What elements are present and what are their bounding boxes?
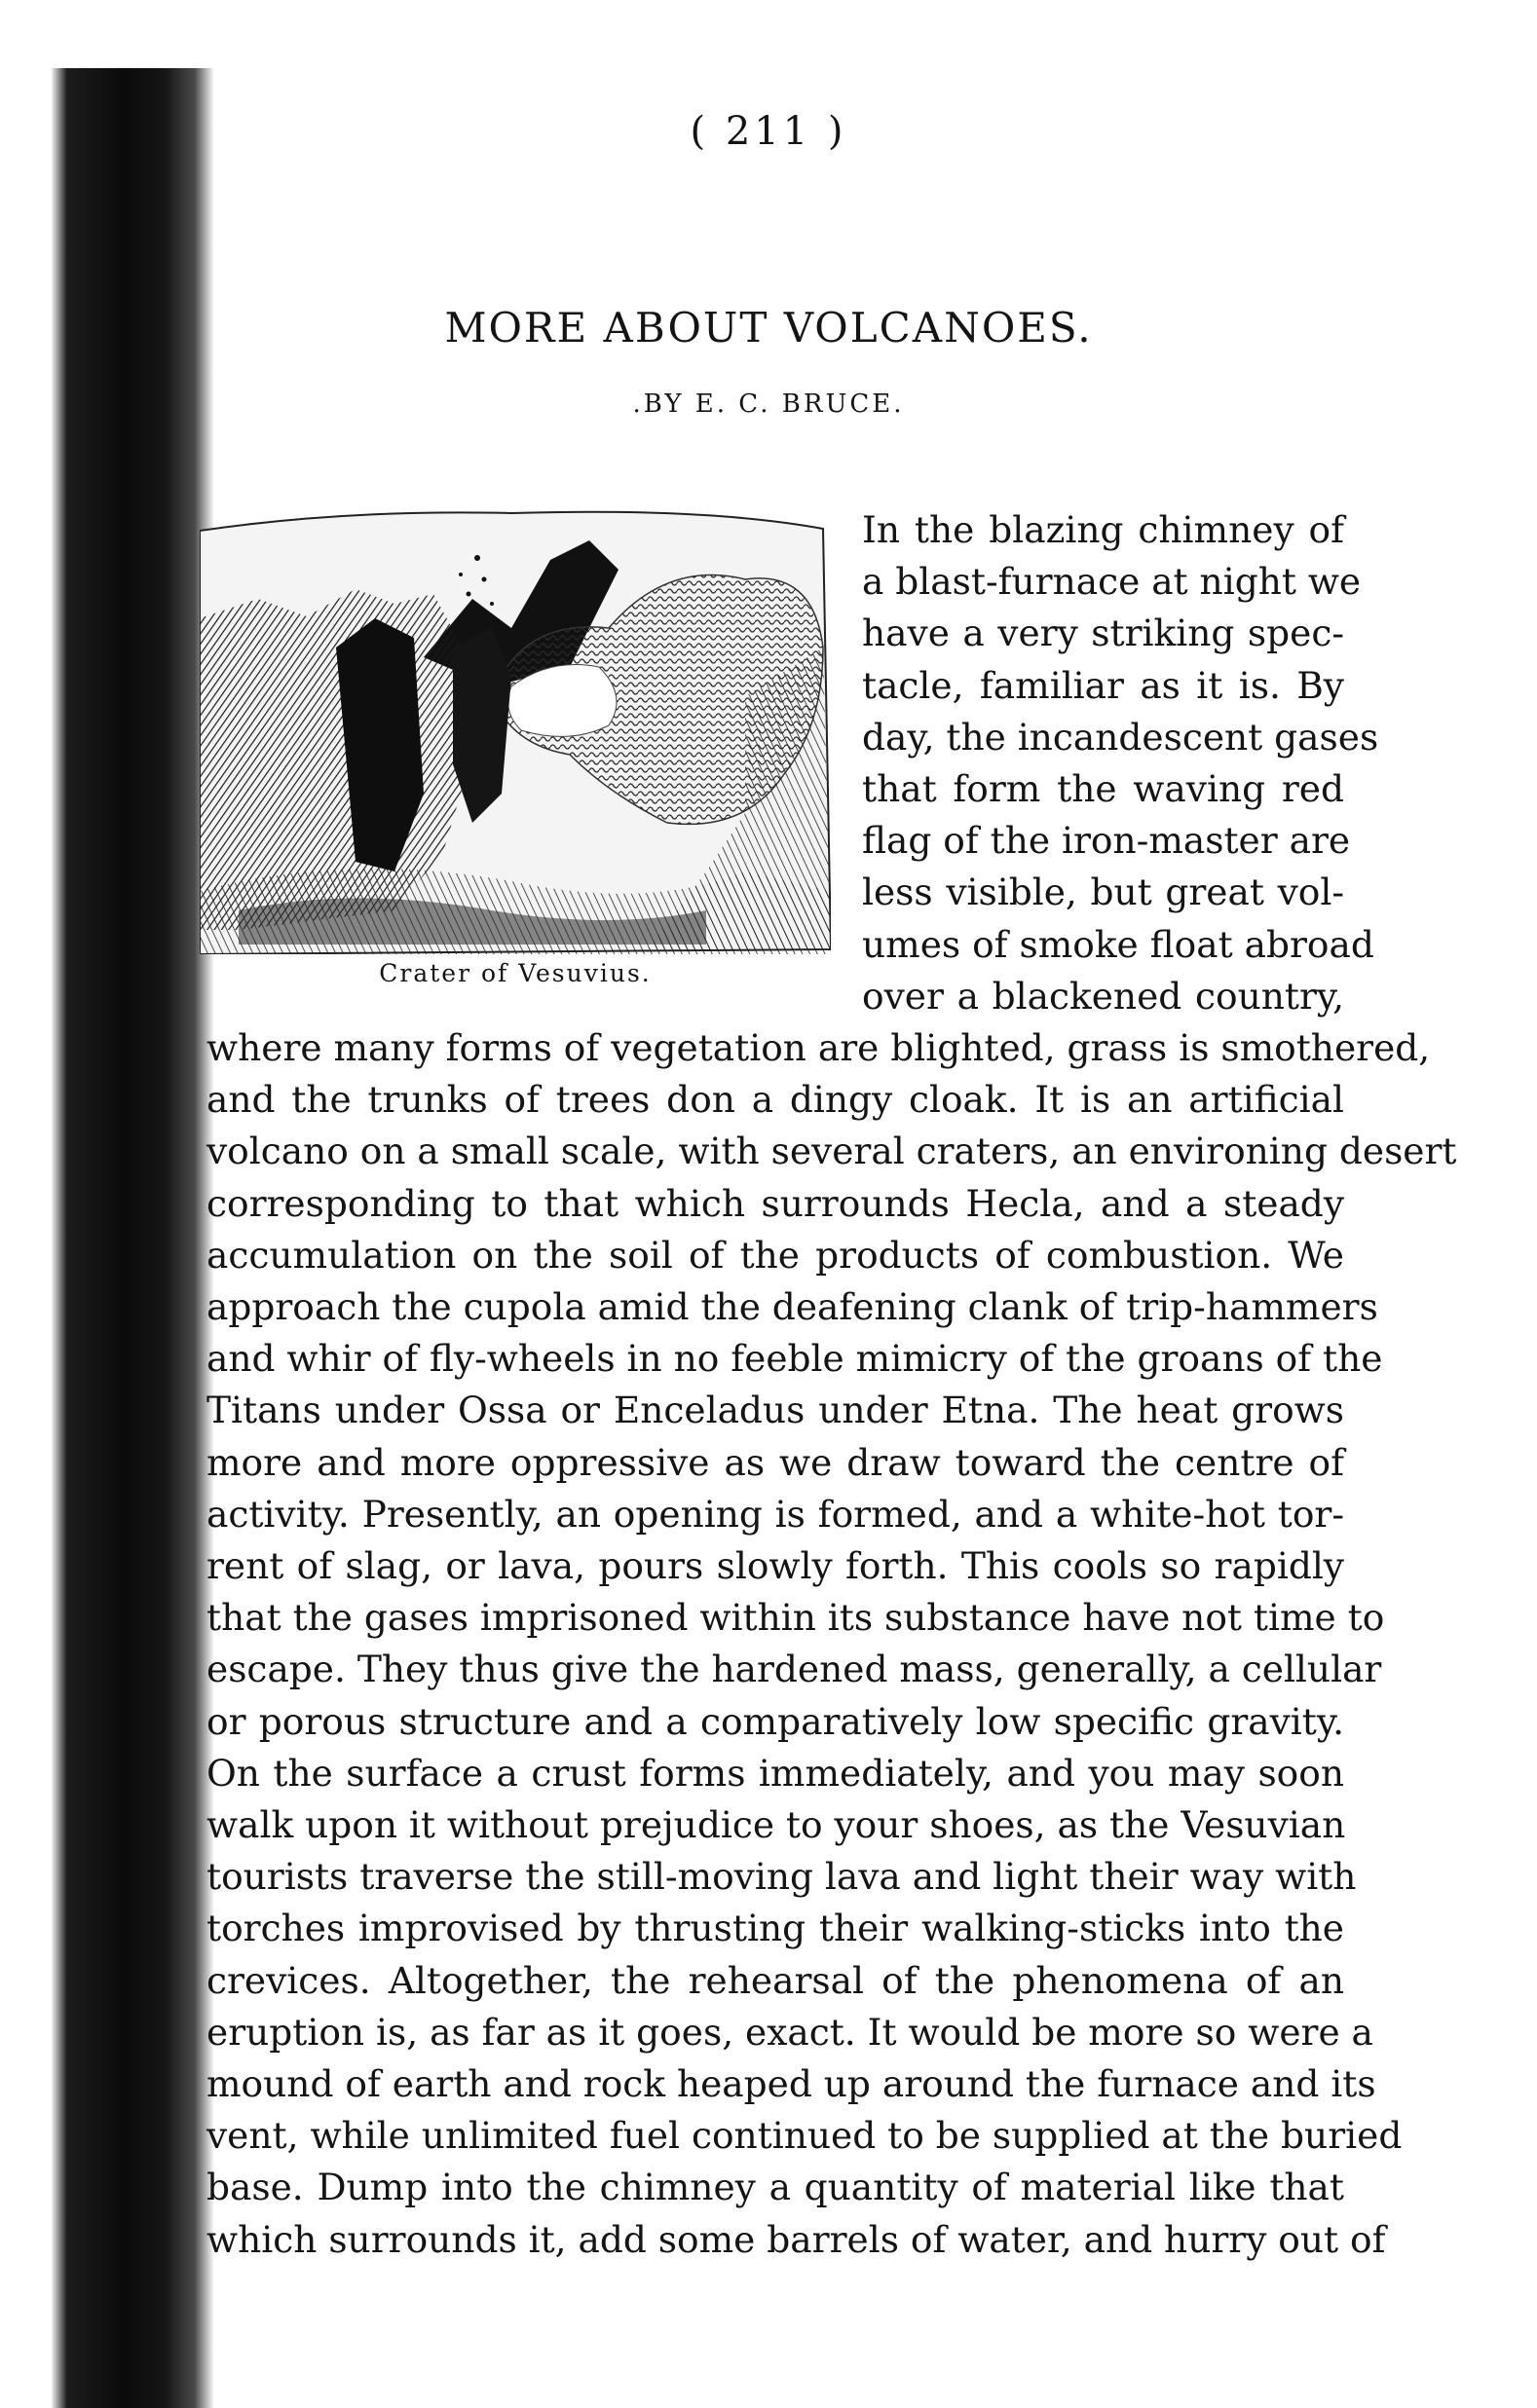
body-line: and whir of fly-wheels in no feeble mimicry of the groans of the: [206, 1337, 1383, 1381]
body-line: rent of slag, or lava, pours slowly forth. This cools so rapidly: [206, 1544, 1344, 1587]
body-line: tacle, familiar as it is. By: [862, 663, 1344, 707]
body-line: eruption is, as far as it goes, exact. It would be more so were a: [206, 2010, 1373, 2054]
body-line: have a very striking spec-: [862, 611, 1344, 655]
body-line: a blast-furnace at night we: [862, 560, 1362, 604]
body-line: that form the waving red: [862, 767, 1344, 810]
body-line: walk upon it without prejudice to your shoes, as the Vesuvian: [206, 1803, 1346, 1846]
body-line: escape. They thus give the hardened mass, generally, a cellular: [206, 1648, 1382, 1691]
body-line: flag of the iron-master are: [862, 819, 1351, 863]
body-line: base. Dump into the chimney a quantity of material like that: [206, 2166, 1344, 2209]
body-line: activity. Presently, an opening is formed, and a white-hot tor-: [206, 1492, 1344, 1536]
body-line: On the surface a crust forms immediately, and you may soon: [206, 1751, 1344, 1795]
body-line: Titans under Ossa or Enceladus under Etna. The heat grows: [206, 1389, 1344, 1432]
article-title: MORE ABOUT VOLCANOES.: [444, 304, 1093, 352]
body-line: mound of earth and rock heaped up around the furnace and its: [206, 2062, 1376, 2105]
body-line: vent, while unlimited fuel continued to be supplied at the buried: [206, 2114, 1403, 2158]
body-line: more and more oppressive as we draw toward the centre of: [206, 1440, 1344, 1484]
body-line: less visible, but great vol-: [862, 871, 1344, 914]
body-line: crevices. Altogether, the rehearsal of the phenomena of an: [206, 1958, 1344, 2002]
body-line: volcano on a small scale, with several craters, an environing desert: [206, 1130, 1457, 1173]
figure-caption: Crater of Vesuvius.: [379, 959, 652, 987]
body-line: torches improvised by thrusting their walking-sticks into the: [206, 1907, 1344, 1950]
body-line: and the trunks of trees don a dingy cloak. It is an artificial: [206, 1078, 1344, 1122]
body-line: approach the cupola amid the deafening clank of trip-hammers: [206, 1285, 1378, 1328]
body-line: that the gases imprisoned within its substance have not time to: [206, 1596, 1385, 1640]
body-line: or porous structure and a comparatively low specific gravity.: [206, 1699, 1344, 1743]
body-line: day, the incandescent gases: [862, 715, 1379, 759]
body-line: which surrounds it, add some barrels of water, and hurry out of: [206, 2217, 1386, 2261]
body-line: In the blazing chimney of: [862, 508, 1344, 551]
body-line: over a blackened country,: [862, 974, 1344, 1018]
body-line: accumulation on the soil of the products of combustion. We: [206, 1233, 1344, 1277]
body-line: corresponding to that which surrounds Hecla, and a steady: [206, 1181, 1344, 1225]
byline: .BY E. C. BRUCE.: [632, 389, 905, 419]
body-line: umes of smoke float abroad: [862, 922, 1374, 966]
page-number: ( 211 ): [690, 109, 847, 154]
body-line: tourists traverse the still-moving lava and light their way with: [206, 1855, 1357, 1899]
body-line: where many forms of vegetation are blighted, grass is smothered,: [206, 1026, 1431, 1069]
